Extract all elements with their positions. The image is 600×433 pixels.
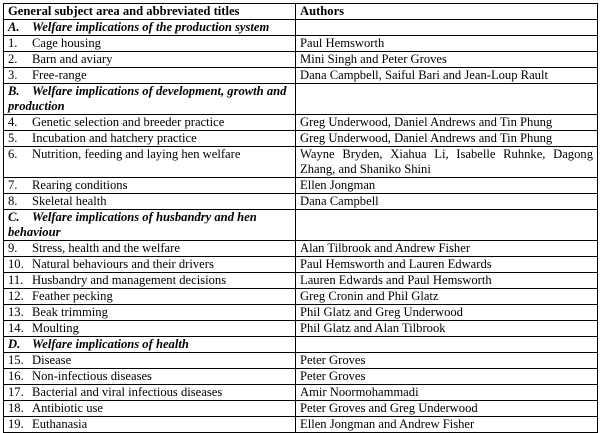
topic-cell [4,289,296,305]
section-title: Welfare implications of the production system [32,20,270,34]
table-row [4,385,598,401]
authors-cell: Peter Groves [296,369,598,385]
topic-cell [4,305,296,321]
table-row [4,289,598,305]
section-authors-empty [296,20,598,36]
authors-cell: Phil Glatz and Greg Underwood [296,305,598,321]
topic-title: Moulting [32,321,79,335]
topic-title: Non-infectious diseases [32,369,152,383]
topic-title: Bacterial and viral infectious diseases [32,385,223,399]
section-heading [4,337,296,353]
topic-cell [4,147,296,178]
topic-number: 12. [8,289,24,303]
topic-title: Euthanasia [32,417,88,431]
topic-cell [4,241,296,257]
topic-number: 15. [8,353,24,367]
topic-title: Free-range [32,68,87,82]
table-row [4,178,598,194]
topic-title: Skeletal health [32,194,107,208]
topic-number: 4. [8,115,18,129]
authors-cell: Ellen Jongman [296,178,598,194]
section-authors-empty [296,337,598,353]
header-authors: Authors [296,4,598,20]
topic-title: Genetic selection and breeder practice [32,115,225,129]
topic-title: Husbandry and management decisions [32,273,227,287]
table-row [4,115,598,131]
table-row [4,273,598,289]
topic-title: Rearing conditions [32,178,128,192]
section-title: Welfare implications of development, growth and production [8,84,287,113]
topic-number: 2. [8,52,18,66]
authors-cell: Greg Underwood, Daniel Andrews and Tin Phung [296,115,598,131]
topic-title: Disease [32,353,72,367]
section-authors-empty [296,210,598,241]
topic-cell [4,36,296,52]
topic-number: 19. [8,417,24,431]
authors-cell: Dana Campbell [296,194,598,210]
section-row [4,210,598,241]
authors-cell: Wayne Bryden, Xiahua Li, Isabelle Ruhnke, Dagong Zhang, and Shaniko Shini [296,147,598,178]
table-header-row [4,4,598,20]
table-row [4,194,598,210]
section-row [4,84,598,115]
topic-number: 3. [8,68,18,82]
table-row [4,52,598,68]
topic-title: Stress, health and the welfare [32,241,180,255]
section-row [4,20,598,36]
topic-number: 17. [8,385,24,399]
topic-number: 14. [8,321,24,335]
topic-title: Feather pecking [32,289,113,303]
section-authors-empty [296,84,598,115]
table-row [4,417,598,433]
authors-cell: Phil Glatz and Alan Tilbrook [296,321,598,337]
authors-cell: Ellen Jongman and Andrew Fisher [296,417,598,433]
topic-number: 10. [8,257,24,271]
topic-number: 9. [8,241,18,255]
topic-cell [4,131,296,147]
topic-number: 16. [8,369,24,383]
subject-authors-table [3,3,598,433]
table-row [4,305,598,321]
topic-cell [4,115,296,131]
section-letter: A. [8,20,20,34]
table-row [4,369,598,385]
section-letter: B. [8,84,20,98]
topic-title: Antibiotic use [32,401,104,415]
authors-cell: Lauren Edwards and Paul Hemsworth [296,273,598,289]
section-heading [4,210,296,241]
table-row [4,131,598,147]
table-row [4,257,598,273]
topic-title: Nutrition, feeding and laying hen welfare [32,147,241,161]
authors-cell: Alan Tilbrook and Andrew Fisher [296,241,598,257]
authors-cell: Amir Noormohammadi [296,385,598,401]
topic-cell [4,273,296,289]
table-row [4,68,598,84]
topic-cell [4,52,296,68]
document-table-wrapper [3,3,598,433]
topic-cell [4,417,296,433]
authors-cell: Peter Groves [296,353,598,369]
topic-title: Beak trimming [32,305,108,319]
topic-number: 11. [8,273,24,287]
topic-number: 13. [8,305,24,319]
table-row [4,321,598,337]
topic-cell [4,194,296,210]
table-row [4,36,598,52]
topic-title: Cage housing [32,36,101,50]
topic-title: Natural behaviours and their drivers [32,257,214,271]
topic-number: 1. [8,36,18,50]
topic-cell [4,178,296,194]
authors-cell: Peter Groves and Greg Underwood [296,401,598,417]
topic-cell [4,369,296,385]
table-row [4,147,598,178]
topic-title: Incubation and hatchery practice [32,131,197,145]
authors-cell: Paul Hemsworth and Lauren Edwards [296,257,598,273]
authors-cell: Dana Campbell, Saiful Bari and Jean-Loup Rault [296,68,598,84]
section-title: Welfare implications of health [32,337,189,351]
topic-number: 5. [8,131,18,145]
table-row [4,241,598,257]
section-row [4,337,598,353]
table-row [4,353,598,369]
section-title: Welfare implications of husbandry and hen behaviour [8,210,257,239]
authors-cell: Paul Hemsworth [296,36,598,52]
section-heading [4,20,296,36]
topic-number: 18. [8,401,24,415]
header-subject: General subject area and abbreviated titles [4,4,296,20]
section-letter: D. [8,337,21,351]
topic-title: Barn and aviary [32,52,113,66]
topic-cell [4,257,296,273]
authors-cell: Greg Underwood, Daniel Andrews and Tin Phung [296,131,598,147]
topic-cell [4,385,296,401]
topic-cell [4,68,296,84]
section-heading [4,84,296,115]
authors-cell: Greg Cronin and Phil Glatz [296,289,598,305]
topic-number: 6. [8,147,18,161]
topic-number: 7. [8,178,18,192]
authors-cell: Mini Singh and Peter Groves [296,52,598,68]
topic-number: 8. [8,194,18,208]
section-letter: C. [8,210,20,224]
topic-cell [4,321,296,337]
topic-cell [4,353,296,369]
